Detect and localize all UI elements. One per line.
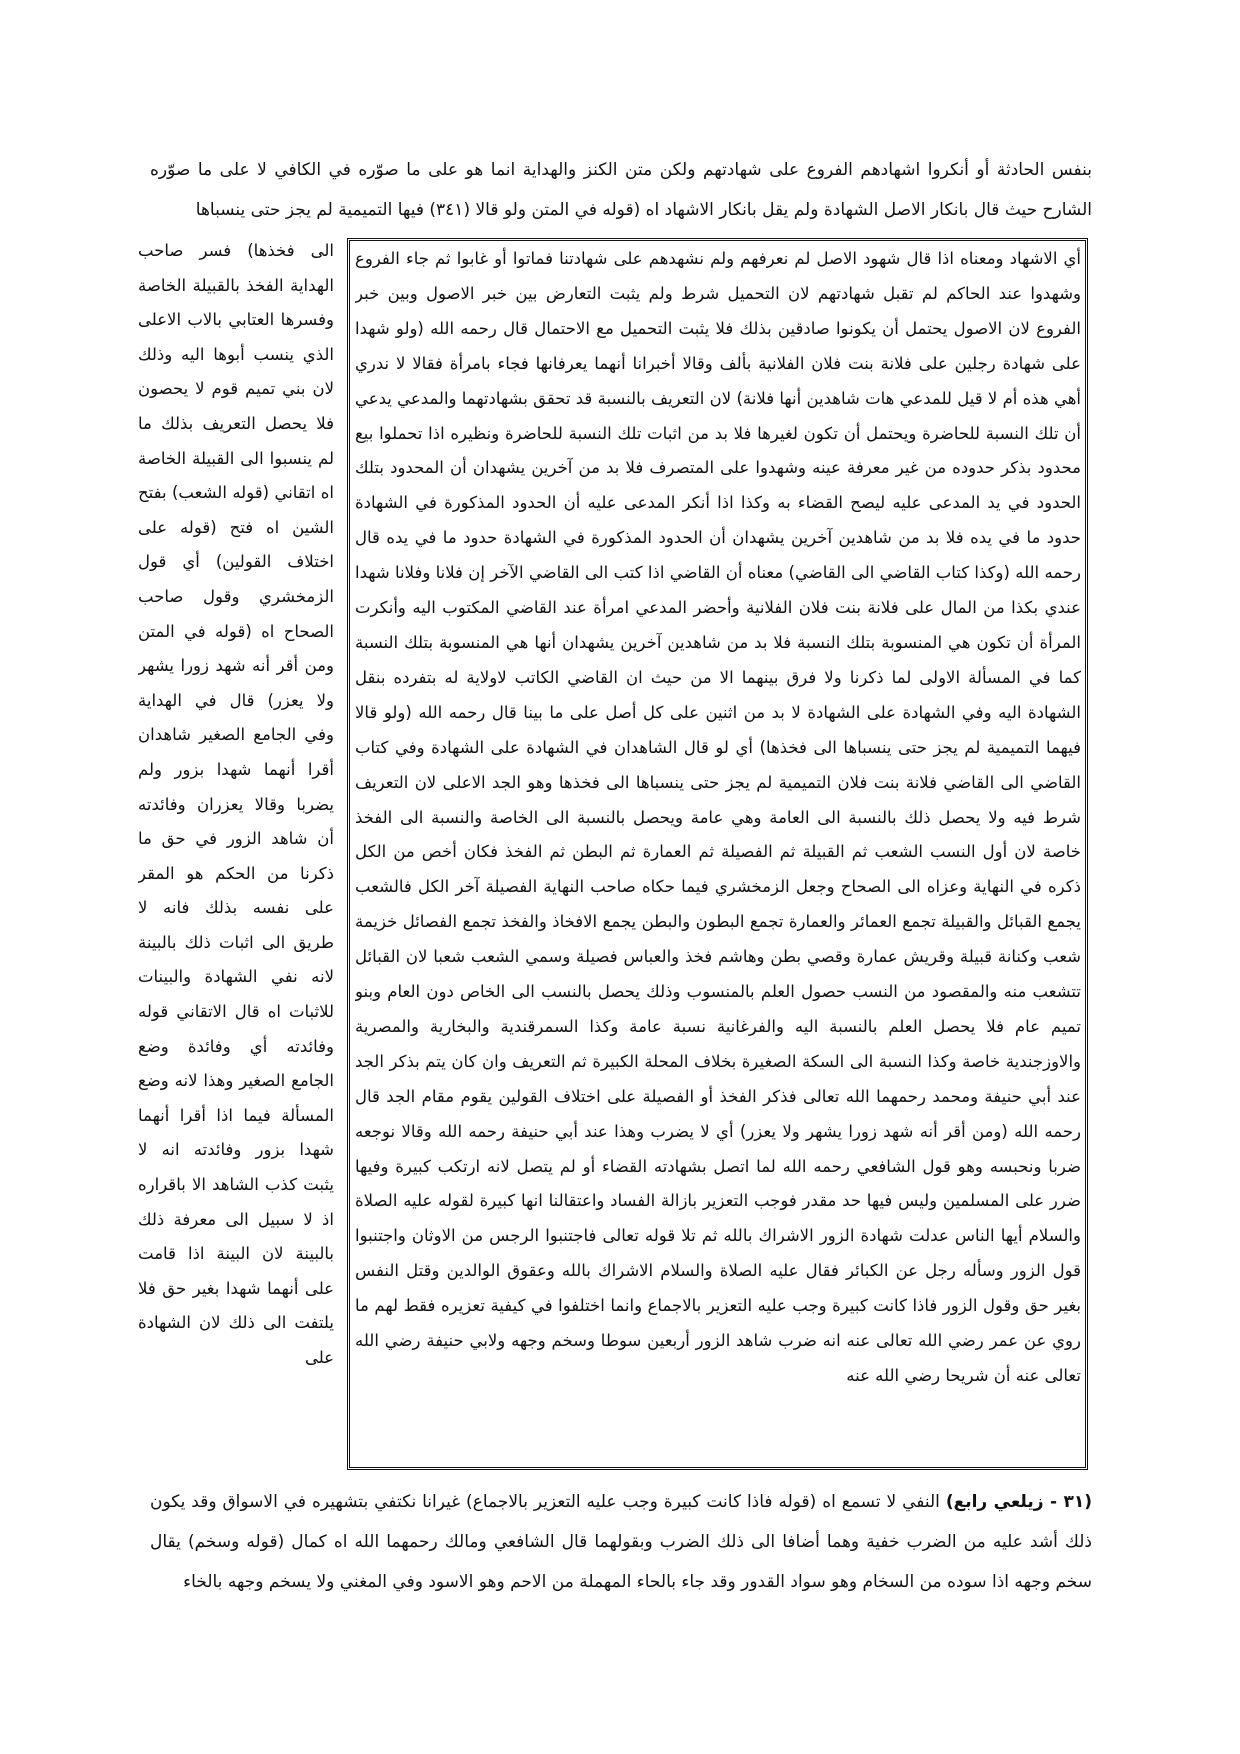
footer-notes: [150, 1482, 1092, 1612]
main-text-column: أي الاشهاد ومعناه اذا قال شهود الاصل لم نعرفهم ولم نشهدهم على شهادتنا فماتوا أو غابوا ثم جاء الفروع وشهدوا عند الحاكم لم تقبل شهادتهم لان التحميل شرط ولم يثبت التعارض بين خبر الاصول وبين خبر الفروع لان الاصول يحتمل أن يكونوا صادقين بذلك فلا يثبت التحميل مع الاحتمال قال رحمه الله (ولو شهدا على شهادة رجلين على فلانة بنت فلان الفلانية بألف وقالا أخبرانا أنهما يعرفانها فجاء بامرأة فقالا لا ندري أهي هذه أم لا قيل للمدعي هات شاهدين أنها فلانة) لان التعريف بالنسبة قد تحقق بشهادتهما والمدعي يدعي أن تلك النسبة للحاضرة ويحتمل أن تكون لغيرها فلا بد من اثبات تلك النسبة للحاضرة ونظيره اذا تحملوا بيع محدود بذكر حدوده من غير معرفة عينه وشهدوا على المتصرف فلا بد من آخرين يشهدان أن المحدود بتلك الحدود في يد المدعى عليه ليصح القضاء به وكذا اذا أنكر المدعى عليه أن الحدود المذكورة في الشهادة حدود ما في يده فلا بد من شاهدين آخرين يشهدان أن الحدود المذكورة في الشهادة حدود ما في يده قال رحمه الله (وكذا كتاب القاضي الى القاضي) معناه أن القاضي اذا كتب الى القاضي الآخر إن فلانا وفلانا شهدا عندي بكذا من المال على فلانة بنت فلان الفلانية وأحضر المدعي امرأة عند القاضي المكتوب اليه وأنكرت المرأة أن تكون هي المنسوبة بتلك النسبة فلا بد من شاهدين آخرين يشهدان أنها هي المنسوبة بتلك النسبة كما في المسألة الاولى لما ذكرنا ولا فرق بينهما الا من حيث ان القاضي الكاتب لاولاية له بتفرده بنقل الشهادة اليه وفي الشهادة على الشهادة لا بد من اثنين على كل أصل على ما بينا قال رحمه الله (ولو قالا فيهما التميمية لم يجز حتى ينسباها الى فخذها) أي لو قال الشاهدان في الشهادة على الشهادة وفي كتاب القاضي الى القاضي فلانة بنت فلان التميمية لم يجز حتى ينسباها الى فخذها وهو الجد الاعلى لان التعريف شرط فيه ولا يحصل ذلك بالنسبة الى العامة وهي عامة ويحصل بالنسبة الى الخاصة والنسبة الى الفخذ خاصة لان أول النسب الشعب ثم القبيلة ثم الفصيلة ثم العمارة ثم البطن ثم الفخذ فكان أخص من الكل ذكره في النهاية وعزاه الى الصحاح وجعل الزمخشري فيما حكاه صاحب النهاية الفصيلة آخر الكل فالشعب يجمع القبائل والقبيلة تجمع العمائر والعمارة تجمع البطون والبطن يجمع الافخاذ والفخذ تجمع الفصائل خزيمة شعب وكنانة قبيلة وقريش عمارة وقصي بطن وهاشم فخذ والعباس فصيلة وسمي الشعب شعبا لان القبائل تتشعب منه والمقصود من النسب حصول العلم بالمنسوب وذلك يحصل بالنسب الى الخاص دون العام وبنو تميم عام فلا يحصل العلم بالنسبة اليه والفرغانية نسبة عامة وكذا السمرقندية والبخارية والمصرية والاوزجندية خاصة وكذا النسبة الى السكة الصغيرة بخلاف المحلة الكبيرة ثم التعريف وان كان يتم بذكر الجد عند أبي حنيفة ومحمد رحمهما الله تعالى فذكر الفخذ أو الفصيلة على اختلاف القولين يقوم مقام الجد قال رحمه الله (ومن أقر أنه شهد زورا يشهر ولا يعزر) أي لا يضرب وهذا عند أبي حنيفة رحمه الله وقالا نوجعه ضربا ونحبسه وهو قول الشافعي رحمه الله لما اتصل بشهادته القضاء أو لم يتصل لانه ارتكب كبيرة وفيها ضرر على المسلمين وليس فيها حد مقدر فوجب التعزير بازالة الفساد واعتقالنا انها كبيرة لقوله عليه الصلاة والسلام أيها الناس عدلت شهادة الزور الاشراك بالله ثم تلا قوله تعالى فاجتنبوا الرجس من الاوثان واجتنبوا قول الزور وسأله رجل عن الكبائر فقال عليه الصلاة والسلام الاشراك بالله وعقوق الوالدين وقتل النفس بغير حق وقول الزور فاذا كانت كبيرة وجب عليه التعزير بالاجماع وانما اختلفوا في كيفية تعزيره فقط لهم ما روي عن عمر رضي الله تعالى عنه انه ضرب شاهد الزور أربعين سوطا وسخم وجهه ولابي حنيفة رضي الله تعالى عنه أن شريحا رضي الله عنه: [355, 249, 1081, 1385]
header-text: بنفس الحادثة أو أنكروا اشهادهم الفروع على شهادتهم ولكن متن الكنز والهداية انما هو على ما صوّره في الكافي لا على ما صوّره الشارح حيث قال بانكار الاصل الشهادة ولم يقل بانكار الاشهاد اه (قوله في المتن ولو قالا (٣٤١) فيها التميمية لم يجز حتى ينسباها: [150, 160, 1092, 220]
margin-commentary: الى فخذها) فسر صاحب الهداية الفخذ بالقبيلة الخاصة وفسرها العتابي بالاب الاعلى الذي ينسب أبوها اليه وذلك لان بني تميم قوم لا يحصون فلا يحصل التعريف بذلك ما لم ينسبوا الى القبيلة الخاصة اه اتقاني (قوله الشعب) بفتح الشين اه فتح (قوله على اختلاف القولين) أي قول الزمخشري وقول صاحب الصحاح اه (قوله في المتن ومن أقر أنه شهد زورا يشهر ولا يعزر) قال في الهداية وفي الجامع الصغير شاهدان أقرا أنهما شهدا بزور ولم يضربا وقالا يعزران وفائدته أن شاهد الزور في حق ما ذكرنا من الحكم هو المقر على نفسه بذلك فانه لا طريق الى اثبات ذلك بالبينة لانه نفي الشهادة والبينات للاثبات اه قال الاتقاني قوله وفائدته أي وفائدة وضع الجامع الصغير وهذا لانه وضع المسألة فيما اذا أقرا أنهما شهدا بزور وفائدته انه لا يثبت كذب الشاهد الا باقراره اذ لا سبيل الى معرفة ذلك بالبينة لان البينة اذا قامت على أنهما شهدا بغير حق فلا يلتفت الى ذلك لان الشهادة على: [138, 241, 334, 1367]
page-signature: (٣١ - زيلعي رابع): [945, 1492, 1092, 1512]
footer-text: النفي لا تسمع اه (قوله فاذا كانت كبيرة وجب عليه التعزير بالاجماع) غيرانا نكتفي بتشهيره في الاسواق وقد يكون ذلك أشد عليه من الضرب خفية وهما أضافا الى ذلك الضرب وبقولهما قال الشافعي ومالك رحمهما الله اه كمال (قوله وسخم) يقال سخم وجهه اذا سوده من السخام وهو سواد القدور وقد جاء بالحاء المهملة من الاحم وهو الاسود وفي المغني ولا يسخم وجهه بالخاء: [150, 1492, 1092, 1592]
